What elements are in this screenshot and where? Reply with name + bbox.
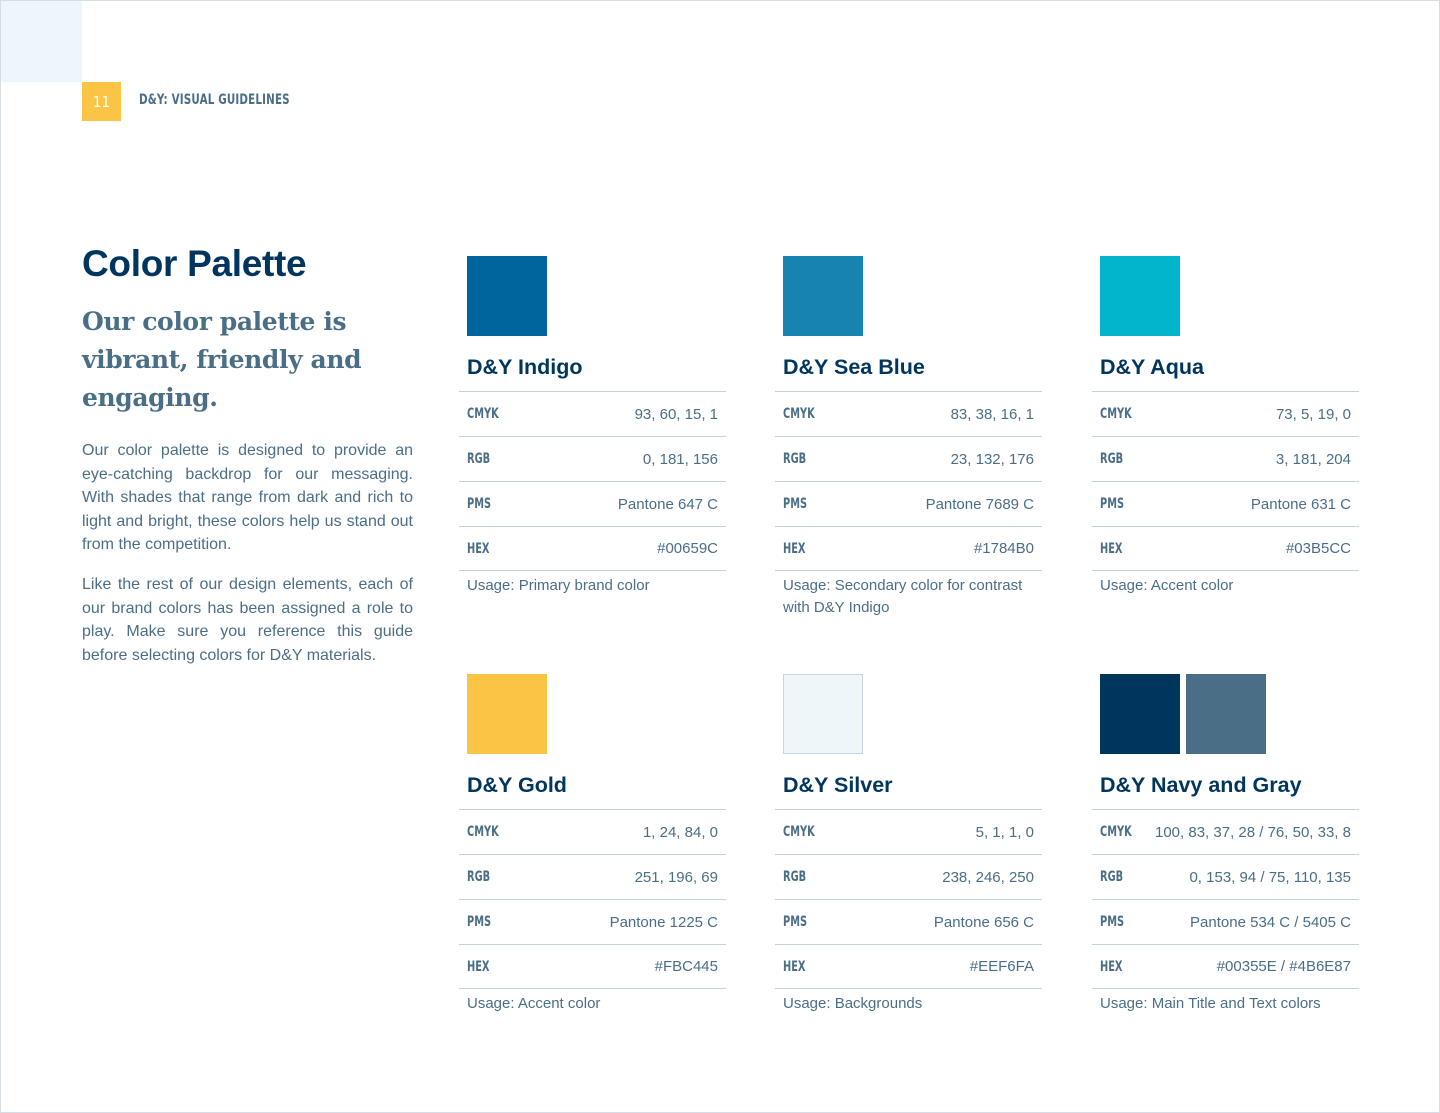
cmyk-value: 93, 60, 15, 1 <box>634 405 718 423</box>
hex-value: #03B5CC <box>1285 540 1351 557</box>
spec-label: HEX <box>467 958 490 975</box>
spec-label: HEX <box>783 540 806 557</box>
cmyk-value: 73, 5, 19, 0 <box>1275 405 1351 423</box>
spec-row-hex <box>1092 944 1359 989</box>
spec-label: HEX <box>467 540 490 557</box>
spec-row-cmyk <box>1092 809 1359 854</box>
spec-row-pms <box>459 481 726 526</box>
pms-value: Pantone 7689 C <box>925 495 1034 513</box>
spec-label: CMYK <box>1100 824 1132 840</box>
spec-label: PMS <box>467 496 492 512</box>
spec-label: HEX <box>1100 540 1123 557</box>
spec-label: CMYK <box>467 824 499 840</box>
hex-value: #00355E / #4B6E87 <box>1216 958 1351 975</box>
spec-row-cmyk <box>775 391 1042 436</box>
spec-label: CMYK <box>783 824 815 840</box>
running-head: D&Y: VISUAL GUIDELINES <box>139 92 290 108</box>
color-swatch <box>783 256 863 336</box>
spec-label: PMS <box>467 914 492 930</box>
usage-note: Usage: Accent color <box>1100 577 1234 594</box>
spec-label: RGB <box>783 869 807 885</box>
color-card-silver <box>775 674 1042 1015</box>
pms-value: Pantone 631 C <box>1250 495 1351 513</box>
spec-row-pms <box>1092 899 1359 944</box>
rgb-value: 3, 181, 204 <box>1275 450 1351 468</box>
intro-paragraph-1: Our color palette is designed to provide an eye-catching backdrop for our messaging. With shades that range from dark and rich to light and bright, these colors help us stand out from the competition. <box>82 442 413 554</box>
color-swatch-navy <box>1100 674 1180 754</box>
page-title: Color Palette <box>82 243 307 284</box>
spec-row-pms <box>775 481 1042 526</box>
spec-label: CMYK <box>467 406 499 422</box>
color-name: D&Y Silver <box>783 773 893 797</box>
pms-value: Pantone 656 C <box>933 913 1034 931</box>
swatch-group <box>467 256 726 336</box>
pms-value: Pantone 647 C <box>617 495 718 513</box>
spec-label: PMS <box>783 914 808 930</box>
spec-label: HEX <box>1100 958 1123 975</box>
page-subtitle: Our color palette is vibrant, friendly and engaging. <box>82 307 362 412</box>
cmyk-value: 100, 83, 37, 28 / 76, 50, 33, 8 <box>1155 823 1351 841</box>
color-card-sea-blue <box>775 256 1042 619</box>
rgb-value: 251, 196, 69 <box>634 868 718 886</box>
spec-row-hex <box>1092 526 1359 571</box>
rgb-value: 23, 132, 176 <box>950 450 1034 468</box>
spec-label: PMS <box>1100 496 1125 512</box>
hex-value: #1784B0 <box>973 540 1034 557</box>
spec-row-rgb <box>775 436 1042 481</box>
spec-label: CMYK <box>1100 406 1132 422</box>
spec-label: RGB <box>467 451 491 467</box>
spec-row-rgb <box>1092 854 1359 899</box>
hex-value: #EEF6FA <box>969 958 1034 975</box>
spec-row-hex <box>459 526 726 571</box>
hex-value: #FBC445 <box>654 958 718 975</box>
page-number-badge <box>82 82 121 121</box>
spec-row-pms <box>1092 481 1359 526</box>
color-swatch-gray <box>1186 674 1266 754</box>
rgb-value: 0, 153, 94 / 75, 110, 135 <box>1189 868 1351 886</box>
usage-note: Usage: Backgrounds <box>783 995 923 1012</box>
spec-row-rgb <box>775 854 1042 899</box>
spec-row-cmyk <box>1092 391 1359 436</box>
swatch-group <box>1100 674 1359 754</box>
spec-label: RGB <box>467 869 491 885</box>
swatch-group <box>1100 256 1359 336</box>
usage-note: Usage: Accent color <box>467 995 601 1012</box>
pms-value: Pantone 534 C / 5405 C <box>1190 913 1351 931</box>
hex-value: #00659C <box>657 540 718 557</box>
cmyk-value: 83, 38, 16, 1 <box>950 405 1034 423</box>
color-card-gold <box>459 674 726 1015</box>
usage-note: Usage: Primary brand color <box>467 577 650 594</box>
color-name: D&Y Indigo <box>467 355 583 379</box>
spec-row-rgb <box>1092 436 1359 481</box>
spec-row-rgb <box>459 436 726 481</box>
spec-label: RGB <box>1100 869 1124 885</box>
spec-row-hex <box>775 944 1042 989</box>
page-number: 11 <box>92 92 111 111</box>
color-card-navy-and-gray <box>1092 674 1359 1015</box>
intro-paragraph-2: Like the rest of our design elements, each of our brand colors has been assigned a role to play. Make sure you reference this guide before selecting colors for D&Y materials. <box>82 576 413 664</box>
spec-label: PMS <box>1100 914 1125 930</box>
color-swatch <box>1100 256 1180 336</box>
color-card-indigo <box>459 256 726 597</box>
spec-row-rgb <box>459 854 726 899</box>
rgb-value: 0, 181, 156 <box>642 450 718 468</box>
usage-note: Usage: Main Title and Text colors <box>1100 995 1321 1012</box>
spec-label: HEX <box>783 958 806 975</box>
swatch-group <box>783 256 1042 336</box>
color-name: D&Y Aqua <box>1100 355 1204 379</box>
corner-decoration <box>1 1 82 82</box>
spec-label: RGB <box>783 451 807 467</box>
color-swatch <box>783 674 863 754</box>
cmyk-value: 1, 24, 84, 0 <box>642 823 718 841</box>
spec-row-pms <box>459 899 726 944</box>
color-name: D&Y Gold <box>467 773 567 797</box>
spec-label: RGB <box>1100 451 1124 467</box>
color-swatch <box>467 256 547 336</box>
pms-value: Pantone 1225 C <box>609 913 718 931</box>
spec-label: CMYK <box>783 406 815 422</box>
spec-row-hex <box>775 526 1042 571</box>
usage-note: Usage: Secondary color for contrast with D&Y Indigo <box>783 577 1023 616</box>
spec-row-pms <box>775 899 1042 944</box>
swatch-group <box>783 674 1042 754</box>
spec-label: PMS <box>783 496 808 512</box>
rgb-value: 238, 246, 250 <box>942 868 1034 886</box>
spec-row-hex <box>459 944 726 989</box>
color-name: D&Y Navy and Gray <box>1100 773 1302 797</box>
color-name: D&Y Sea Blue <box>783 355 925 379</box>
swatch-group <box>467 674 726 754</box>
color-card-aqua <box>1092 256 1359 597</box>
spec-row-cmyk <box>459 809 726 854</box>
spec-row-cmyk <box>775 809 1042 854</box>
spec-row-cmyk <box>459 391 726 436</box>
color-swatch <box>467 674 547 754</box>
cmyk-value: 5, 1, 1, 0 <box>975 823 1034 841</box>
